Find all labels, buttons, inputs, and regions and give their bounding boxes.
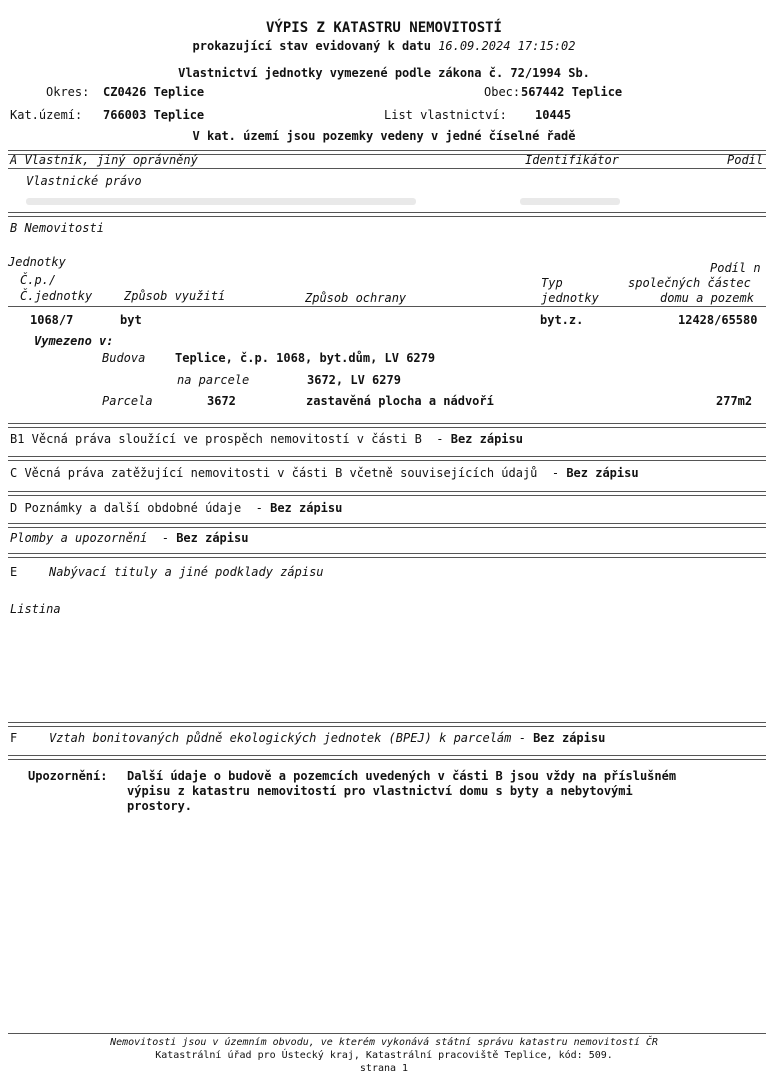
section-e-letter: E: [10, 565, 18, 579]
document-subtitle: [0, 39, 768, 53]
notice-line-1: Další údaje o budově a pozemcích uvedených v části B jsou vždy na příslušném: [127, 769, 677, 783]
footer-rule: [8, 1033, 766, 1034]
unit-number: 1068/7: [30, 313, 74, 327]
lv-label: List vlastnictví:: [384, 108, 507, 122]
section-b1-title: B1 Věcná práva sloužící ve prospěch nemovitostí v části B: [10, 432, 422, 446]
section-b1-value: Bez zápisu: [450, 432, 523, 446]
unit-type: byt.z.: [540, 313, 584, 327]
ownership-line: Vlastnictví jednotky vymezené podle zákona č. 72/1994 Sb.: [178, 66, 590, 80]
notice-label: Upozornění:: [28, 769, 108, 783]
section-d-top-rule: [8, 491, 766, 496]
section-f-dash: -: [518, 731, 526, 745]
col-protection: Způsob ochrany: [305, 291, 407, 305]
defined-in-label: Vymezeno v:: [34, 334, 114, 348]
subtitle-prefix: prokazující stav evidovaný k datu: [192, 39, 431, 53]
section-a-header-rule: [8, 168, 766, 169]
lv-value: 10445: [535, 108, 572, 122]
unit-share: 12428/65580: [678, 313, 758, 327]
section-e-title: Nabývací tituly a jiné podklady zápisu: [49, 565, 324, 579]
section-f-title: Vztah bonitovaných půdně ekologických jednotek (BPEJ) k parcelám: [49, 731, 512, 745]
section-plomby-title: Plomby a upozornění: [10, 531, 148, 545]
section-f-title-row: [49, 731, 605, 745]
owner-subheading: Vlastnické právo: [26, 174, 142, 188]
unit-use: byt: [120, 313, 142, 327]
section-e-top-rule: [8, 553, 766, 558]
notice-line-2: výpisu z katastru nemovitostí pro vlastnictví domu s byty a nebytovými: [127, 784, 633, 798]
section-a-title: A Vlastník, jiný oprávněný: [10, 153, 198, 167]
section-b-title: B Nemovitosti: [10, 221, 104, 235]
redacted-owner: [26, 198, 416, 205]
katuzemi-value: 766003 Teplice: [103, 108, 205, 122]
footer-line-2: Katastrální úřad pro Ústecký kraj, Katastrální pracoviště Teplice, kód: 509.: [155, 1050, 613, 1061]
page-number: strana 1: [359, 1063, 409, 1074]
col-share-1: Podíl n: [710, 261, 761, 275]
parcel-kind: zastavěná plocha a nádvoří: [306, 394, 494, 408]
section-b1-title-row: [10, 432, 523, 446]
document-title: VÝPIS Z KATASTRU NEMOVITOSTÍ: [265, 20, 502, 36]
building-label: Budova: [102, 351, 146, 365]
building-value: Teplice, č.p. 1068, byt.dům, LV 6279: [175, 351, 436, 365]
col-share: Podíl: [727, 153, 764, 167]
section-b1-dash: -: [436, 432, 444, 446]
section-c-title-row: [10, 466, 639, 480]
col-use: Způsob využití: [124, 289, 226, 303]
numbering-note: V kat. území jsou pozemky vedeny v jedné číselné řadě: [192, 129, 576, 143]
parcel-label: Parcela: [102, 394, 153, 408]
on-parcel-value: 3672, LV 6279: [307, 373, 401, 387]
section-c-dash: -: [551, 466, 560, 480]
section-d-title: D Poznámky a další obdobné údaje: [10, 501, 242, 515]
section-f-letter: F: [10, 731, 18, 745]
col-share-3: domu a pozemk: [660, 291, 754, 305]
obec-value: 567442 Teplice: [521, 85, 623, 99]
col-type-1: Typ: [541, 276, 563, 290]
section-c-value: Bez zápisu: [566, 466, 639, 480]
on-parcel-label: na parcele: [177, 373, 250, 387]
okres-value: CZ0426 Teplice: [103, 85, 205, 99]
section-f-top-rule: [8, 722, 766, 727]
section-plomby-title-row: [10, 531, 248, 545]
col-unit: Č.jednotky: [20, 289, 93, 303]
col-cp: Č.p./: [20, 273, 57, 287]
section-plomby-top-rule: [8, 523, 766, 528]
units-group-label: Jednotky: [8, 255, 66, 269]
okres-label: Okres:: [46, 85, 90, 99]
listina-label: Listina: [10, 602, 61, 616]
section-plomby-dash: -: [161, 531, 169, 545]
katuzemi-label: Kat.území:: [10, 108, 83, 122]
section-b-header-rule: [8, 306, 766, 307]
col-identifier: Identifikátor: [525, 153, 619, 167]
section-c-top-rule: [8, 456, 766, 461]
section-b1-top-rule: [8, 423, 766, 428]
footer-line-1: Nemovitosti jsou v územním obvodu, ve kterém vykonává státní správu katastru nemovitostí ČR: [110, 1037, 658, 1048]
section-c-title: C Věcná práva zatěžující nemovitosti v části B včetně souvisejících údajů: [10, 466, 538, 480]
section-plomby-value: Bez zápisu: [176, 531, 249, 545]
redacted-identifier: [520, 198, 620, 205]
parcel-area: 277m2: [716, 394, 753, 408]
col-share-2: společných částec: [628, 276, 751, 290]
section-f-value: Bez zápisu: [533, 731, 606, 745]
section-d-dash: -: [255, 501, 263, 515]
section-d-value: Bez zápisu: [270, 501, 343, 515]
extract-datetime: 16.09.2024 17:15:02: [438, 39, 576, 53]
obec-label: Obec:: [484, 85, 521, 99]
col-type-2: jednotky: [541, 291, 599, 305]
section-d-title-row: [10, 501, 342, 515]
parcel-number: 3672: [207, 394, 236, 408]
section-f-bottom-rule: [8, 755, 766, 760]
notice-line-3: prostory.: [127, 799, 193, 813]
section-b-top-rule: [8, 212, 766, 217]
